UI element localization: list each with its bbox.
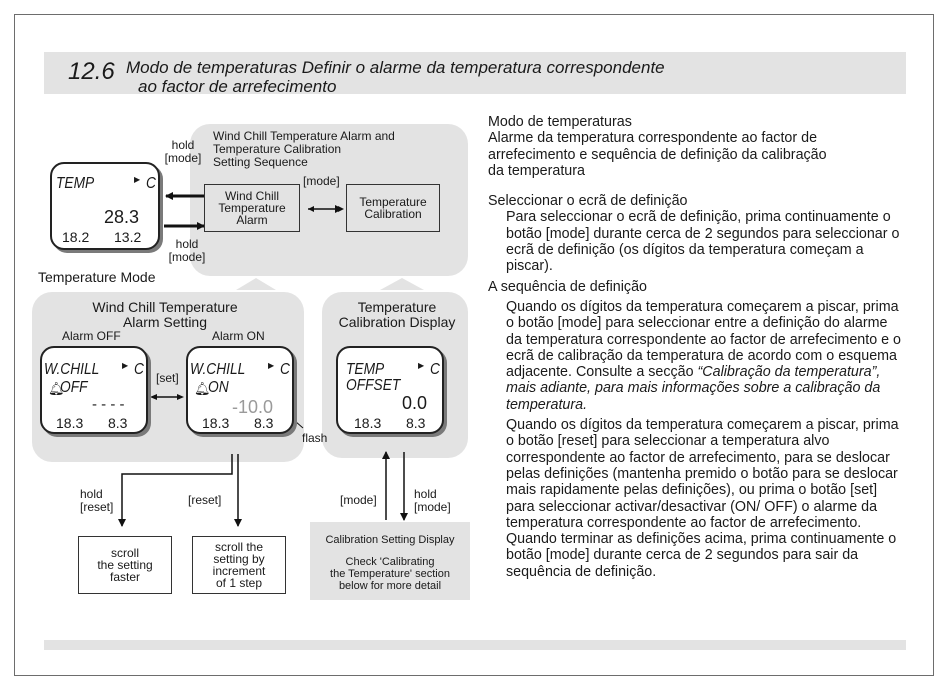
lcd-right-value: 13.2 bbox=[114, 229, 142, 245]
lcd-alarm-off: W.CHILL ▶ C 🔔︎ OFF - - - - 18.3 8.3 bbox=[40, 346, 148, 434]
scroll-step-box: scroll the setting by increment of 1 step bbox=[192, 536, 286, 594]
lcd-alarm-on: W.CHILL ▶ C 🔔︎ ON -10.0 18.3 8.3 bbox=[186, 346, 294, 434]
temperature-calibration-box: Temperature Calibration bbox=[346, 184, 440, 232]
section-number: 12.6 bbox=[68, 58, 115, 85]
hold-reset-label: hold [reset] bbox=[80, 487, 114, 514]
set-label: [set] bbox=[156, 371, 179, 385]
instructions-text bbox=[488, 114, 906, 580]
wind-chill-setting-title: Wind Chill Temperature Alarm Setting bbox=[92, 299, 238, 330]
callout-wedge-right bbox=[380, 226, 424, 276]
alarm-on-label: Alarm ON bbox=[212, 329, 265, 343]
mode-left-label: [mode] bbox=[340, 493, 377, 507]
lcd-left-value: 18.2 bbox=[62, 229, 90, 245]
bottom-bar bbox=[44, 640, 906, 650]
callout-wedge-left bbox=[236, 226, 276, 276]
wind-chill-alarm-box: Wind Chill Temperature Alarm bbox=[204, 184, 300, 232]
bell-icon: 🔔︎ bbox=[194, 381, 211, 396]
paragraph-sequence: Quando os dígitos da temperatura começarem a piscar, prima o botão [mode] para seleccionar entre a definição do alarme da temperatura correspondente ao factor de arrefecimento e o ecrã de calibração da temperatura de acordo com o esquema adjacente. Consulte a secção “Calibração da temperatura”, mais adiante, para mais informações sobre a calibração da temperatura. bbox=[506, 298, 901, 413]
bell-icon: 🔔︎ bbox=[48, 381, 65, 396]
lcd-unit: C bbox=[146, 175, 156, 192]
lcd-calibration: TEMP ▶ C OFFSET 0.0 18.3 8.3 bbox=[336, 346, 444, 434]
scroll-faster-box: scroll the setting faster bbox=[78, 536, 172, 594]
hold-mode-top-label: hold [mode] bbox=[164, 138, 202, 165]
lcd-main-value: 28.3 bbox=[104, 207, 140, 227]
calibration-setting-note: Calibration Setting Display Check 'Calibrating the Temperature' section below for more detail bbox=[310, 522, 470, 600]
lcd-temp-label: TEMP bbox=[56, 175, 95, 192]
subheading-sequence: A sequência de definição bbox=[488, 278, 647, 295]
temperature-mode-label: Temperature Mode bbox=[38, 269, 156, 285]
hold-mode-right-label: hold [mode] bbox=[414, 487, 451, 514]
section-title-line-2: ao factor de arrefecimento bbox=[138, 77, 337, 96]
subheading-select: Seleccionar o ecrã de definição bbox=[488, 193, 688, 210]
flash-label: flash bbox=[302, 431, 328, 445]
reset-label: [reset] bbox=[188, 493, 222, 507]
calibration-display-title: Temperature Calibration Display bbox=[338, 299, 456, 330]
heading-line: da temperatura bbox=[488, 162, 585, 179]
hold-mode-bottom-label: hold [mode] bbox=[168, 237, 206, 264]
mode-label: [mode] bbox=[303, 174, 340, 188]
flashing-value: -10.0 bbox=[232, 397, 274, 417]
section-title-line-1: Modo de temperaturas Definir o alarme da temperatura correspondente bbox=[126, 58, 665, 77]
lcd-temperature-mode bbox=[50, 162, 160, 250]
paragraph-select: Para seleccionar o ecrã de definição, prima continuamente o botão [mode] durante cerca de 2 segundos para seleccionar o ecrã de definição (os dígitos da temperatura começam a piscar). bbox=[506, 209, 900, 275]
alarm-off-label: Alarm OFF bbox=[62, 329, 121, 343]
paragraph-reset: Quando os dígitos da temperatura começarem a piscar, prima o botão [reset] para seleccionar a temperatura alvo correspondente ao factor de arrefecimento, para se deslocar pelas definições (mantenha premido o botão para se deslocar mais rapidamente pelas definições), ou prima o botão [set] para seleccionar activar/desactivar (ON/ OFF) o alarme da temperatura correspondente ao factor de arrefecimento. bbox=[506, 417, 899, 531]
heading-line: Modo de temperaturas bbox=[488, 114, 632, 130]
paragraph-exit: Quando terminar as definições acima, prima continuamente o botão [mode] durante cerca de 2 segundos para sair da sequência de definição. bbox=[506, 531, 897, 580]
sequence-title: Wind Chill Temperature Alarm and Temperature Calibration Setting Sequence bbox=[213, 129, 395, 169]
heading-line: Alarme da temperatura correspondente ao factor de bbox=[488, 130, 818, 147]
heading-line: arrefecimento e sequência de definição da calibração bbox=[488, 146, 827, 163]
lcd-indicator-icon: ▶ bbox=[134, 175, 141, 184]
